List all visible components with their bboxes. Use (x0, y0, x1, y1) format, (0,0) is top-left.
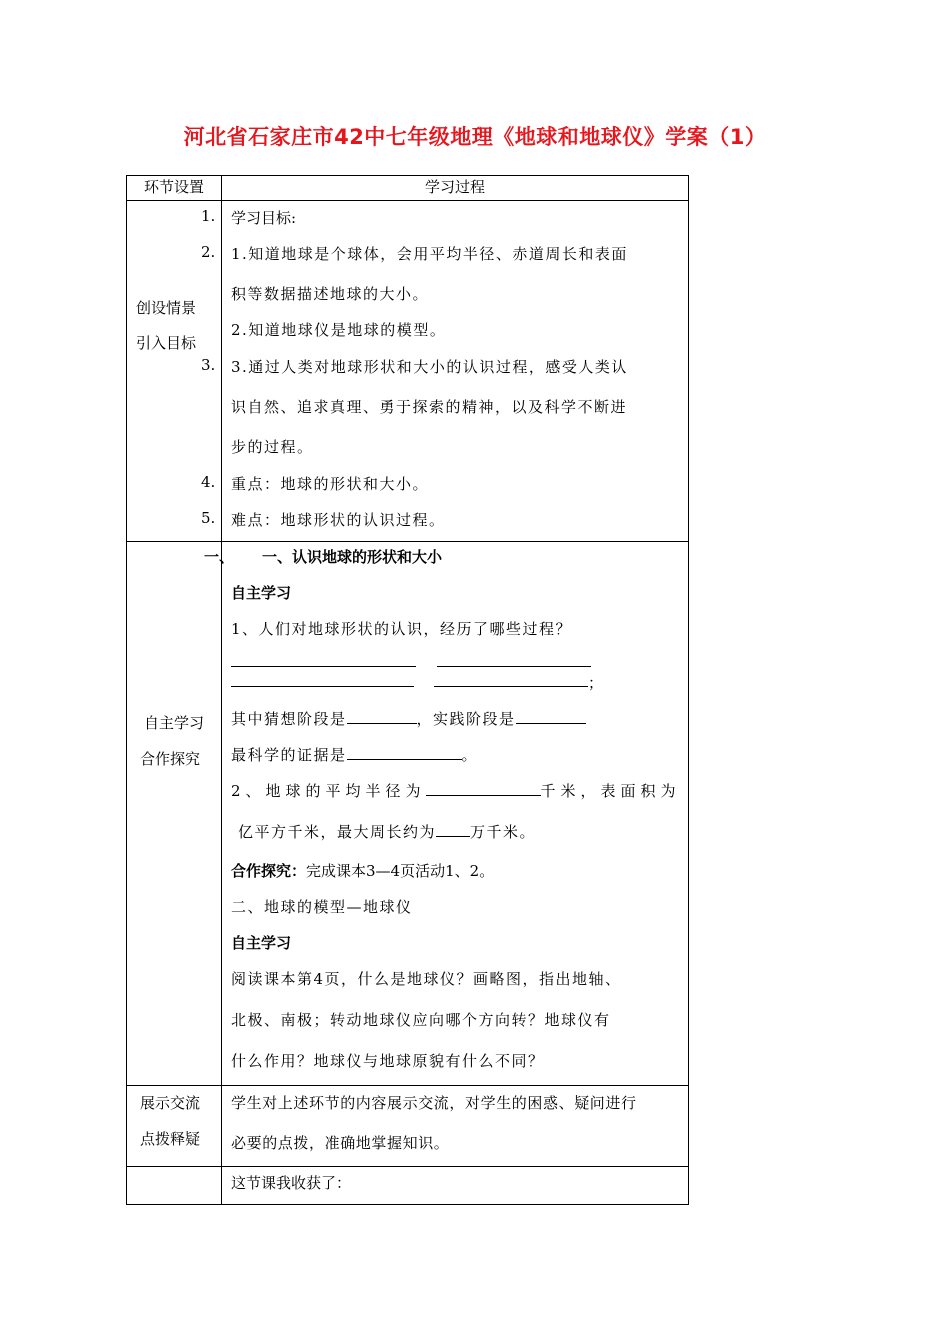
guess-stage-text (231, 708, 586, 729)
section-summary-content-cell (222, 1167, 689, 1205)
header-stage: 环节设置 (127, 176, 222, 201)
question-1: 1、人们对地球形状的认识，经历了哪些过程？ (231, 620, 573, 638)
reading-text: 北极、南极；转动地球仪应向哪个方向转？地球仪有 (231, 1011, 611, 1029)
list-number: 5. (201, 509, 216, 527)
difficult-point: 难点：地球形状的认识过程。 (231, 511, 446, 529)
list-number: 1. (201, 207, 216, 225)
section-intro-row (127, 201, 689, 542)
section-intro-label-cell (127, 201, 222, 542)
answer-blank[interactable] (434, 672, 588, 687)
answer-blank[interactable] (436, 822, 470, 837)
section-summary-row (127, 1167, 689, 1205)
stage-label: 点拨释疑 (140, 1130, 201, 1148)
list-number: 3. (201, 356, 216, 374)
section-summary-label-cell (127, 1167, 222, 1205)
coop-text (231, 860, 494, 881)
semicolon: ； (588, 674, 604, 692)
answer-blank[interactable] (347, 709, 417, 724)
part2-heading: 二、地球的模型—地球仪 (231, 898, 413, 916)
summary-text: 这节课我收获了： (231, 1174, 352, 1192)
goal-text: 积等数据描述地球的大小。 (231, 285, 430, 303)
list-number: 2. (201, 243, 216, 261)
stage-label: 展示交流 (140, 1094, 201, 1112)
section-exchange-content-cell (222, 1086, 689, 1167)
guess-stage-label: 其中猜想阶段是 (231, 710, 347, 728)
reading-text: 什么作用？地球仪与地球原貌有什么不同？ (231, 1052, 545, 1070)
stage-label: 自主学习 (144, 714, 205, 732)
list-number: 4. (201, 473, 216, 491)
proof-text (231, 744, 478, 765)
section-exchange-row (127, 1086, 689, 1167)
answer-blank[interactable] (437, 652, 591, 667)
section-study-label-cell (127, 542, 222, 1086)
section-study-content-cell (204, 542, 689, 1086)
proof-label: 最科学的证据是 (231, 746, 347, 764)
practice-stage-label: ，实践阶段是 (416, 710, 516, 728)
proof-suffix: 。 (461, 746, 479, 764)
header-process: 学习过程 (222, 176, 689, 201)
answer-blank[interactable] (231, 672, 414, 687)
goal-text: 识自然、追求真理、勇于探索的精神，以及科学不断进 (231, 398, 628, 416)
section-study-row (127, 542, 689, 1086)
circumference-unit: 万千米。 (470, 823, 537, 841)
exchange-text: 学生对上述环节的内容展示交流，对学生的困惑、疑问进行 (231, 1094, 637, 1112)
key-point: 重点：地球的形状和大小。 (231, 475, 430, 493)
coop-label: 合作探究： (231, 862, 307, 880)
stage-label: 引入目标 (136, 334, 197, 352)
document-title: 河北省石家庄市42中七年级地理《地球和地球仪》学案（1） (183, 125, 767, 149)
question-2 (231, 780, 681, 801)
stage-label: 创设情景 (136, 299, 197, 317)
section-intro-content-cell (222, 201, 689, 542)
goal-text: 3.通过人类对地球形状和大小的认识过程，感受人类认 (231, 358, 628, 376)
goal-text: 1.知道地球是个球体，会用平均半径、赤道周长和表面 (231, 245, 628, 263)
answer-blank[interactable] (231, 652, 416, 667)
reading-text: 阅读课本第4页，什么是地球仪？画略图，指出地轴、 (231, 970, 622, 988)
heading-number: 一、 (204, 548, 235, 566)
question-2-line2 (238, 821, 536, 842)
goal-text: 2.知道地球仪是地球的模型。 (231, 321, 447, 339)
stage-label: 合作探究 (140, 750, 201, 768)
answer-blank[interactable] (516, 709, 586, 724)
self-study-label: 自主学习 (231, 584, 292, 602)
goals-heading: 学习目标: (231, 209, 297, 227)
coop-task: 完成课本3—4页活动1、2。 (306, 862, 495, 880)
radius-label: 2、地球的平均半径为 (231, 782, 426, 800)
section-heading: 一、认识地球的形状和大小 (262, 548, 443, 566)
answer-blank[interactable] (426, 781, 541, 796)
answer-blank[interactable] (347, 745, 462, 760)
lesson-table (126, 175, 689, 1205)
self-study-label-2: 自主学习 (231, 934, 292, 952)
table-header-row (127, 176, 689, 201)
section-exchange-label-cell (127, 1086, 222, 1167)
area-label: 千米，表面积为 (540, 782, 681, 800)
circumference-label: 亿平方千米，最大周长约为 (238, 823, 437, 841)
goal-text: 步的过程。 (231, 438, 314, 456)
exchange-text: 必要的点拨，准确地掌握知识。 (231, 1134, 450, 1152)
